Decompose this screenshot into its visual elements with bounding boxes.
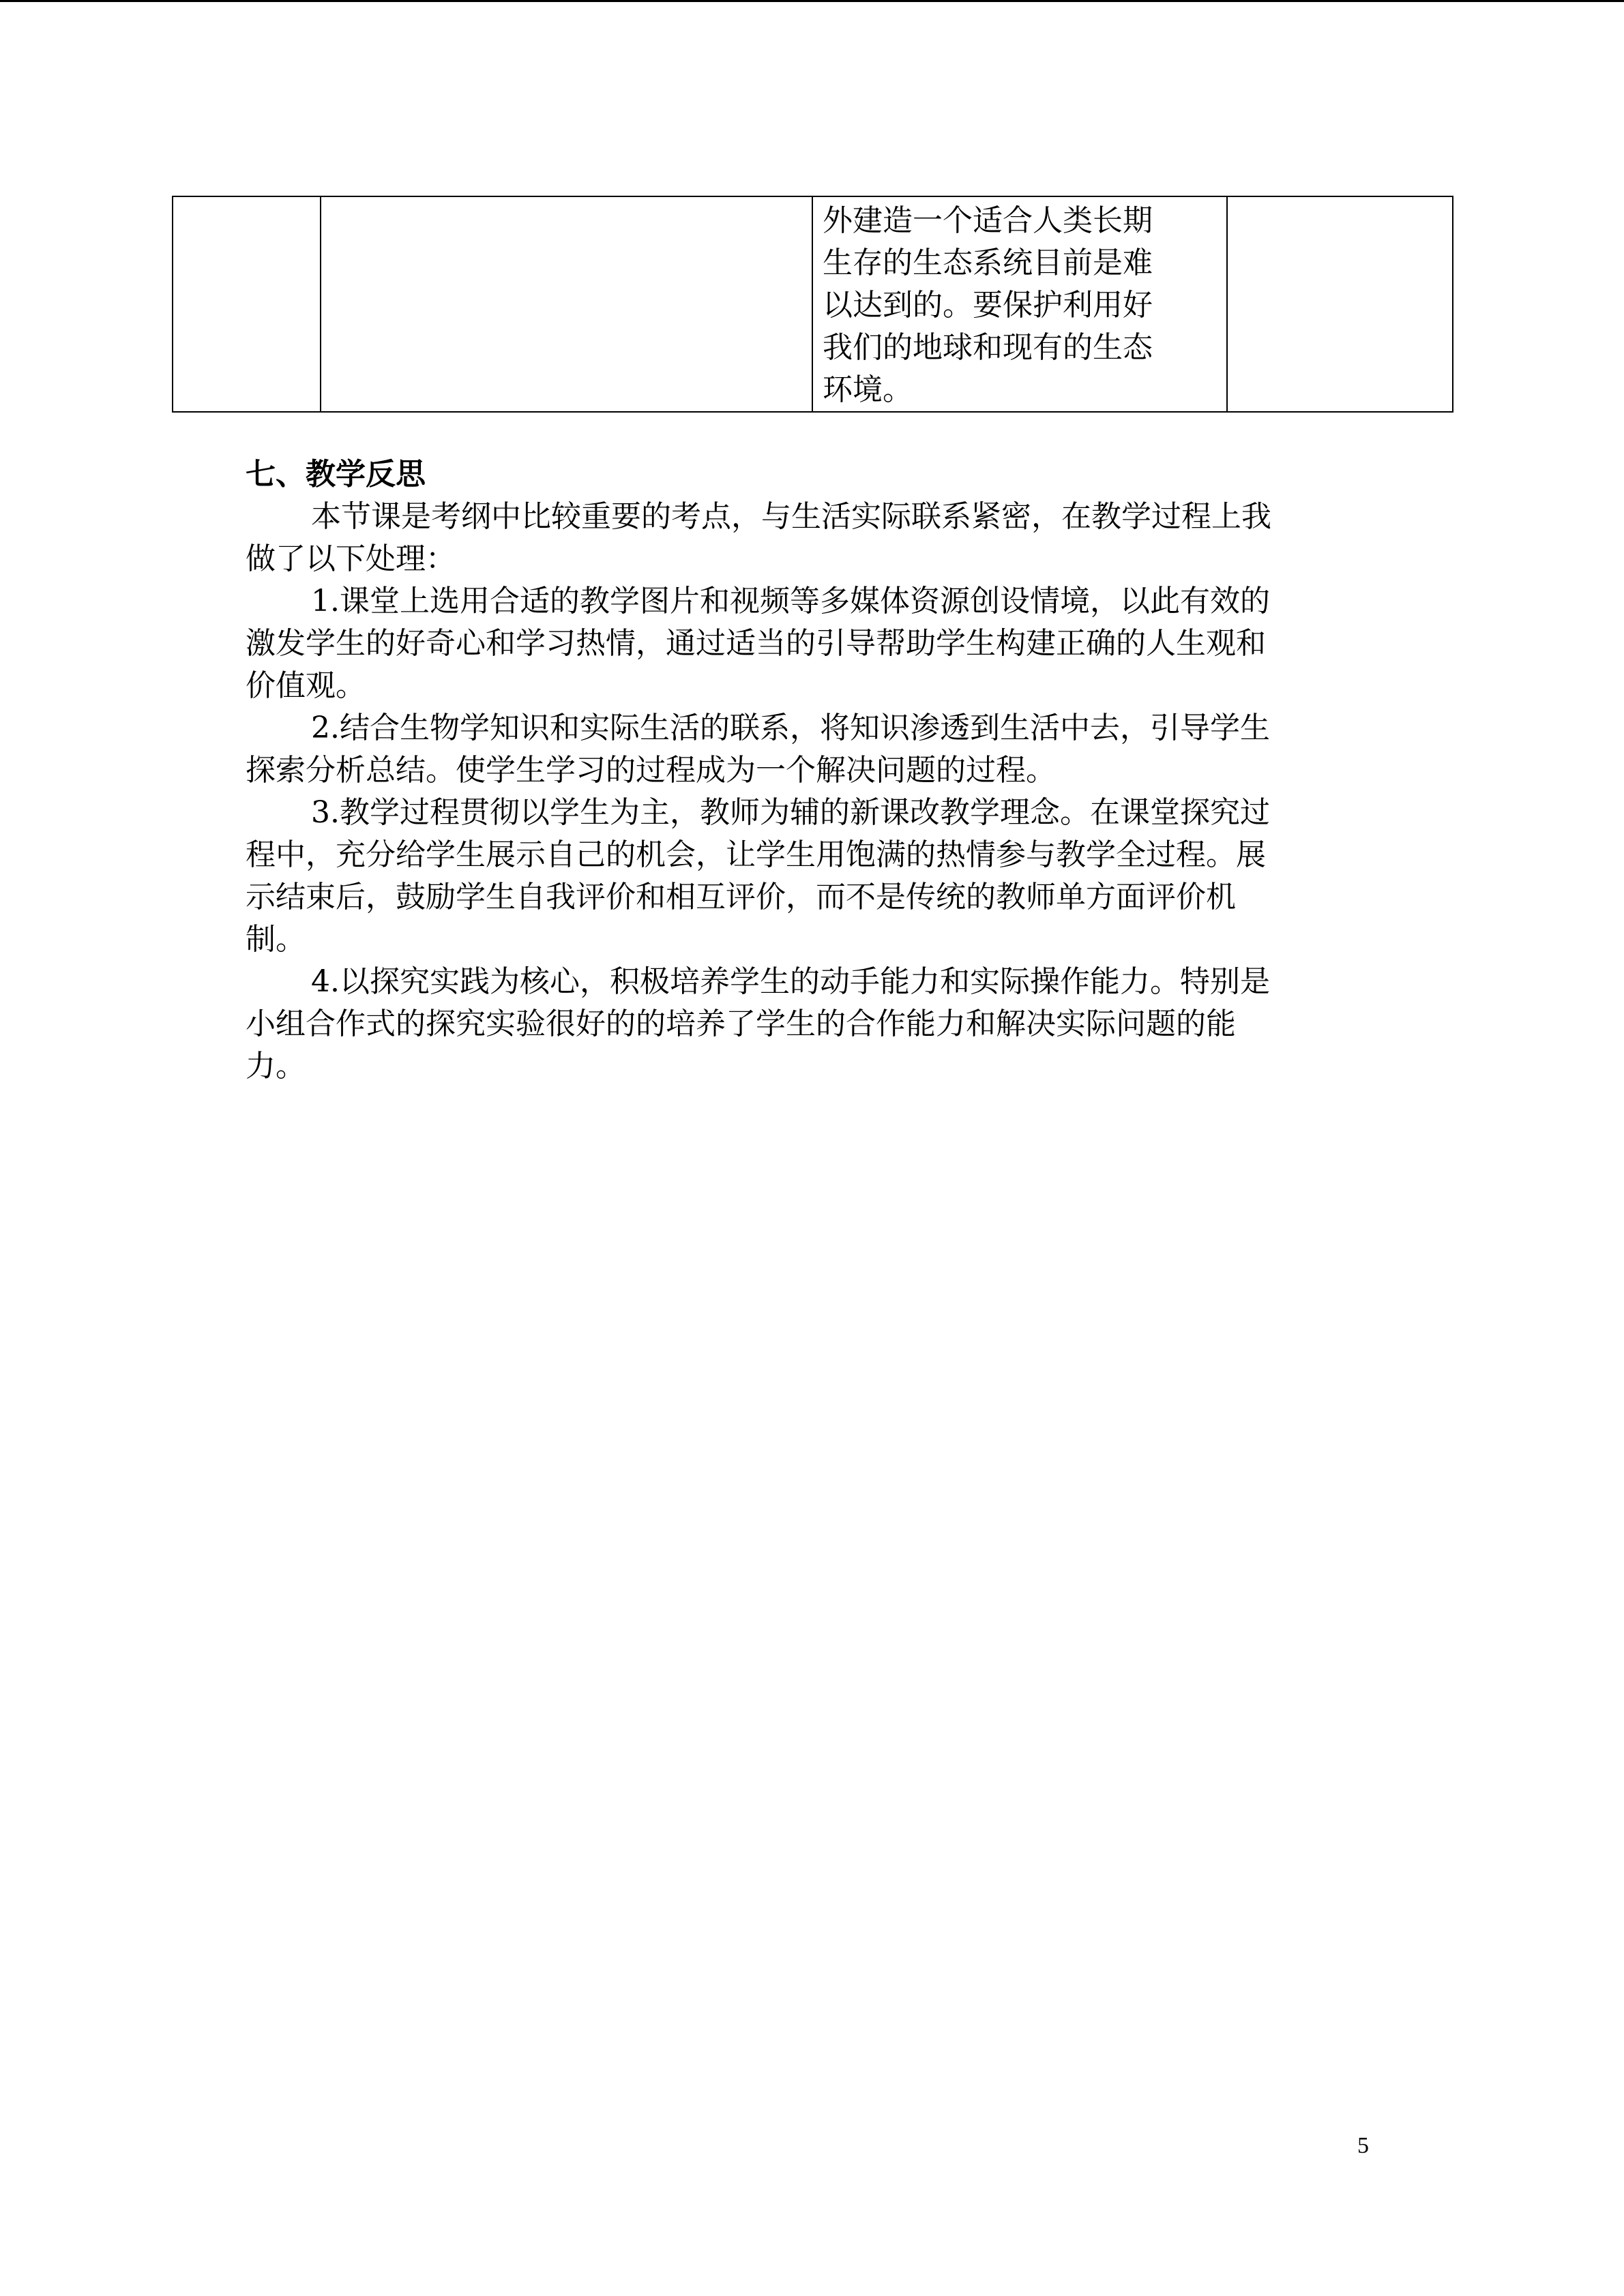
table-cell-empty-4 [1227, 196, 1453, 412]
text-line: 探索分析总结。使学生学习的过程成为一个解决问题的过程。 [246, 753, 1056, 788]
paragraph-point-1 [246, 580, 1364, 707]
text-line: 激发学生的好奇心和学习热情，通过适当的引导帮助学生构建正确的人生观和 [246, 626, 1266, 661]
cell-line: 生存的生态系统目前是难 [823, 245, 1153, 280]
paragraph-point-3 [246, 792, 1364, 961]
cell-line: 我们的地球和现有的生态 [823, 330, 1153, 365]
cell-line: 外建造一个适合人类长期 [823, 203, 1153, 238]
teaching-reflection-section [246, 453, 1364, 1088]
text-line: 价值观。 [246, 668, 366, 703]
section-heading: 七、教学反思 [246, 457, 426, 492]
cell-line: 环境。 [823, 372, 913, 407]
text-line: 做了以下处理： [246, 541, 456, 576]
text-line: 示结束后，鼓励学生自我评价和相互评价，而不是传统的教师单方面评价机 [246, 880, 1236, 914]
table-row [173, 196, 1453, 412]
text-line: 程中，充分给学生展示自己的机会，让学生用饱满的热情参与教学全过程。展 [246, 837, 1266, 872]
top-border-line [0, 0, 1624, 2]
text-line: 力。 [246, 1049, 306, 1084]
table-cell-empty-2 [321, 196, 812, 412]
paragraph-point-4 [246, 961, 1364, 1088]
paragraph-point-2 [246, 707, 1364, 792]
text-line: 本节课是考纲中比较重要的考点，与生活实际联系紧密，在教学过程上我 [311, 499, 1271, 534]
text-line: 1.课堂上选用合适的教学图片和视频等多媒体资源创设情境，以此有效的 [311, 584, 1270, 618]
paragraph-intro [246, 496, 1364, 580]
text-line: 小组合作式的探究实验很好的的培养了学生的合作能力和解决实际问题的能 [246, 1007, 1236, 1041]
text-line: 制。 [246, 922, 306, 957]
table-cell-content [813, 197, 1226, 411]
text-line: 2.结合生物学知识和实际生活的联系，将知识渗透到生活中去，引导学生 [311, 711, 1270, 745]
table-cell-text [812, 196, 1227, 412]
table-cell-empty-1 [173, 196, 321, 412]
page-number: 5 [1357, 2133, 1369, 2158]
lesson-table [172, 196, 1453, 413]
text-line: 3.教学过程贯彻以学生为主，教师为辅的新课改教学理念。在课堂探究过 [311, 795, 1270, 830]
text-line: 4.以探究实践为核心，积极培养学生的动手能力和实际操作能力。特别是 [311, 964, 1270, 999]
cell-line: 以达到的。要保护利用好 [823, 288, 1153, 323]
